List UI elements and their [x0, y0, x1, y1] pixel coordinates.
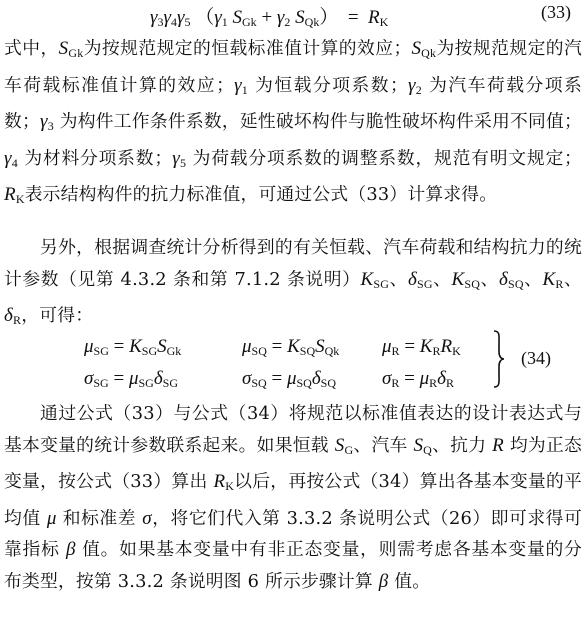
paragraph-1-text: 式中，$S_{Gk}$为按规范规定的恒载标准值计算的效应；$S_{Qk}$为按规范规定的汽车荷载标准值计算的效应；$\gamma_1$ 为恒载分项系数；$\gamma_2$ 为汽车荷载分项系数；$\gamma_3$ 为构件工作条件系数，延性破坏构件与脆性破坏构件采用不同值；$\gamma_4$ 为材料分项系数；$\gamma_5$ 为荷载分项系数的调整系数，规范有明文规定；$R_K$表示结构构件的抗力标准值，可通过公式（33）计算求得。	[4, 38, 583, 207]
paragraph-3	[4, 398, 582, 598]
paragraph-3-text: 通过公式（33）与公式（34）将规范以标准值表达的设计表达式与基本变量的统计参数联系起来。如果恒载 $S_G$、汽车 $S_Q$、抗力 R 均为正态变量，按公式（33）算出 $R_K$以后，再按公式（34）算出各基本变量的平均值 μ 和标准差 σ，将它们代入第 3.3.2 条说明公式（26）即可求得可靠指标 β 值。如果基本变量中有非正态变量，则需考虑各基本变量的分布类型，按第 3.3.2 条说明图 6 所示步骤计算 β 值。	[4, 403, 583, 592]
equation-33	[0, 0, 587, 30]
equation-34: $\mu_{SG} = K_{SG}S_{Gk}$ $\mu_{SQ} = K_{SQ}S_{Qk}$ $\mu_R = K_RR_K$ $\sigma_{SG} = \mu_{SG}\delta_{SG}$ $\sigma_{SQ} = \mu_{SQ}\delta_{SQ}$ $\sigma_R = \mu_R\delta_R$ (34)	[84, 330, 584, 394]
equation-33-number: (33)	[541, 2, 571, 22]
equation-33-body: $\gamma_3\gamma_4\gamma_5$ （$\gamma_1$ $S_{Gk} + \gamma_2$ $S_{Qk}) = R_K$	[150, 7, 389, 29]
paragraph-2	[4, 232, 582, 337]
paragraph-2-text: 另外，根据调查统计分析得到的有关恒载、汽车荷载和结构抗力的统计参数（见第 4.3.2 条和第 7.1.2 条说明）$K_{SG}$、$\delta_{SG}$、$K_{SQ}$、$\delta_{SQ}$、$K_R$、$\delta_R$，可得：	[4, 237, 583, 328]
right-brace-icon	[492, 330, 506, 388]
paragraph-1	[4, 33, 582, 216]
equation-34-number: (34)	[521, 348, 551, 368]
